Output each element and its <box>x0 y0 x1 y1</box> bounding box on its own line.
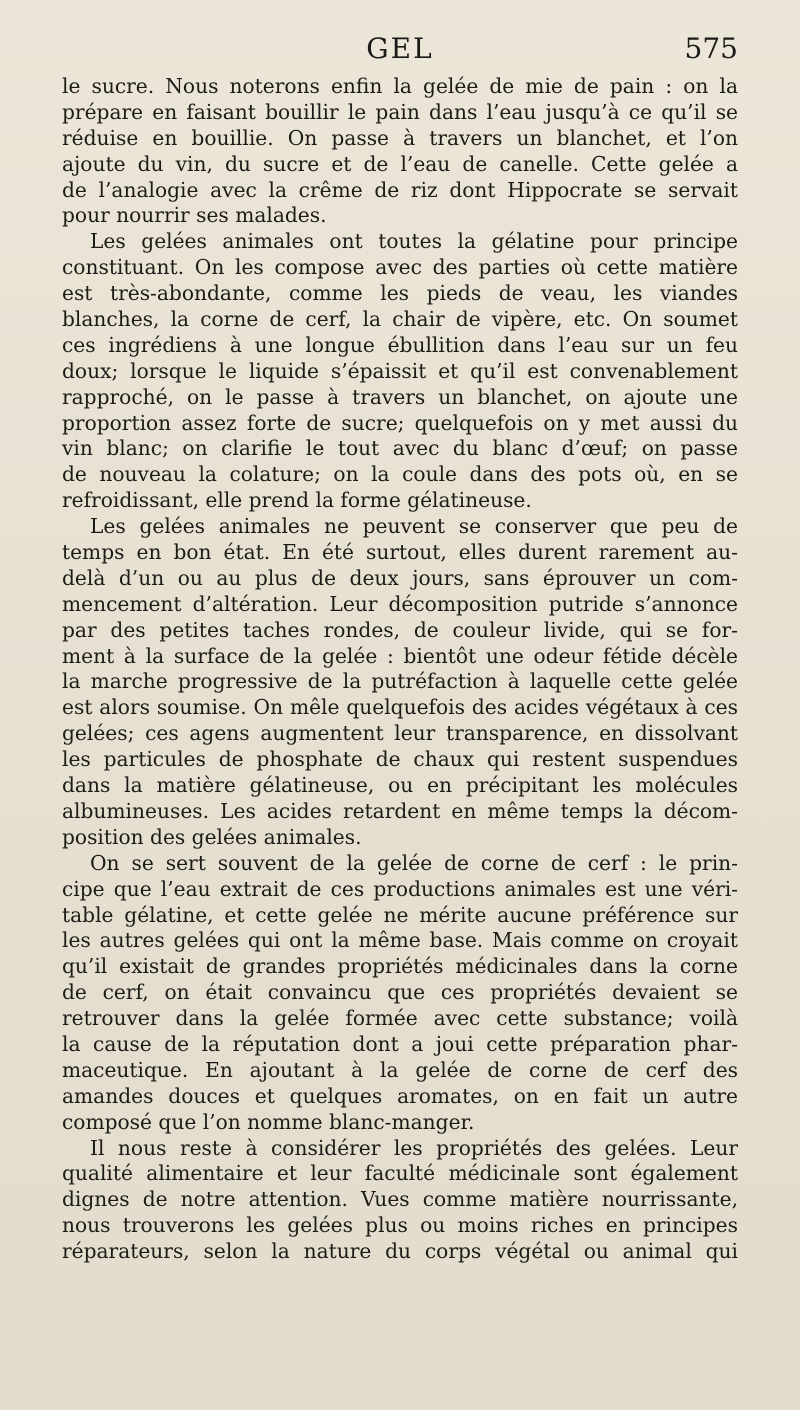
text-line: Les gelées animales ont toutes la gélatine pour principe <box>90 229 738 254</box>
text-line: les autres gelées qui ont la même base. Mais comme on croyait <box>62 928 738 953</box>
text-line: constituant. On les compose avec des parties où cette matière <box>62 255 738 280</box>
text-line: position des gelées animales. <box>62 824 362 849</box>
text-line: de l’analogie avec la crême de riz dont Hippocrate se servait <box>62 177 738 202</box>
text-line: est très-abondante, comme les pieds de veau, les viandes <box>62 281 738 306</box>
text-line: proportion assez forte de sucre; quelquefois on y met aussi du <box>62 410 738 435</box>
text-line: composé que l’on nomme blanc-manger. <box>62 1109 475 1134</box>
text-line: table gélatine, et cette gelée ne mérite aucune préférence sur <box>62 902 738 927</box>
text-line: mencement d’altération. Leur décomposition putride s’annonce <box>62 591 738 616</box>
text-line: dignes de notre attention. Vues comme matière nourrissante, <box>62 1187 738 1212</box>
text-line: dans la matière gélatineuse, ou en précipitant les molécules <box>62 773 738 798</box>
text-line: la cause de la réputation dont a joui cette préparation phar- <box>62 1031 738 1056</box>
text-line: pour nourrir ses malades. <box>62 203 327 228</box>
text-line: le sucre. Nous noterons enfin la gelée de mie de pain : on la <box>62 74 738 98</box>
text-line: delà d’un ou au plus de deux jours, sans éprouver un com- <box>62 565 738 590</box>
text-line: ajoute du vin, du sucre et de l’eau de canelle. Cette gelée a <box>62 151 738 176</box>
text-line: Il nous reste à considérer les propriétés des gelées. Leur <box>90 1135 738 1160</box>
text-line: nous trouverons les gelées plus ou moins riches en principes <box>62 1213 738 1238</box>
text-line: est alors soumise. On mêle quelquefois des acides végétaux à ces <box>62 695 738 720</box>
text-line: ment à la surface de la gelée : bientôt une odeur fétide décèle <box>62 643 738 668</box>
text-line: Les gelées animales ne peuvent se conserver que peu de <box>90 514 738 539</box>
running-head <box>62 30 738 74</box>
running-title: GEL <box>366 32 434 65</box>
paragraph <box>62 74 738 229</box>
text-line: la marche progressive de la putréfaction à laquelle cette gelée <box>62 669 738 694</box>
text-line: cipe que l’eau extrait de ces productions animales est une véri- <box>62 876 738 901</box>
text-line: rapproché, on le passe à travers un blanchet, on ajoute une <box>62 384 738 409</box>
text-line: réparateurs, selon la nature du corps végétal ou animal qui <box>62 1239 738 1264</box>
text-line: albumineuses. Les acides retardent en même temps la décom- <box>62 798 738 823</box>
text-line: qualité alimentaire et leur faculté médicinale sont également <box>62 1161 738 1186</box>
text-line: refroidissant, elle prend la forme gélatineuse. <box>62 488 532 513</box>
text-line: retrouver dans la gelée formée avec cette substance; voilà <box>62 1006 738 1031</box>
text-line: prépare en faisant bouillir le pain dans l’eau jusqu’à ce qu’il se <box>62 99 738 124</box>
text-line: de nouveau la colature; on la coule dans des pots où, en se <box>62 462 738 487</box>
text-line: amandes douces et quelques aromates, on en fait un autre <box>62 1083 738 1108</box>
text-line: temps en bon état. En été surtout, elles durent rarement au- <box>62 540 738 565</box>
paragraph <box>62 229 738 514</box>
text-line: les particules de phosphate de chaux qui restent suspendues <box>62 747 738 772</box>
text-line: qu’il existait de grandes propriétés médicinales dans la corne <box>62 954 738 979</box>
page-number: 575 <box>684 32 738 65</box>
paragraph <box>62 514 738 851</box>
text-line: vin blanc; on clarifie le tout avec du blanc d’œuf; on passe <box>62 436 738 461</box>
paragraph <box>62 851 738 1136</box>
text-line: maceutique. En ajoutant à la gelée de corne de cerf des <box>62 1057 738 1082</box>
text-line: de cerf, on était convaincu que ces propriétés devaient se <box>62 980 738 1005</box>
text-line: blanches, la corne de cerf, la chair de vipère, etc. On soumet <box>62 307 738 332</box>
paragraph <box>62 1136 738 1265</box>
text-line: gelées; ces agens augmentent leur transparence, en dissolvant <box>62 721 738 746</box>
text-line: ces ingrédiens à une longue ébullition dans l’eau sur un feu <box>62 332 738 357</box>
text-line: par des petites taches rondes, de couleur livide, qui se for- <box>62 617 738 642</box>
text-line: réduise en bouillie. On passe à travers un blanchet, et l’on <box>62 125 738 150</box>
text-line: On se sert souvent de la gelée de corne de cerf : le prin- <box>90 850 738 875</box>
text-line: doux; lorsque le liquide s’épaissit et qu’il est convenablement <box>62 358 738 383</box>
body-text <box>62 74 738 1265</box>
